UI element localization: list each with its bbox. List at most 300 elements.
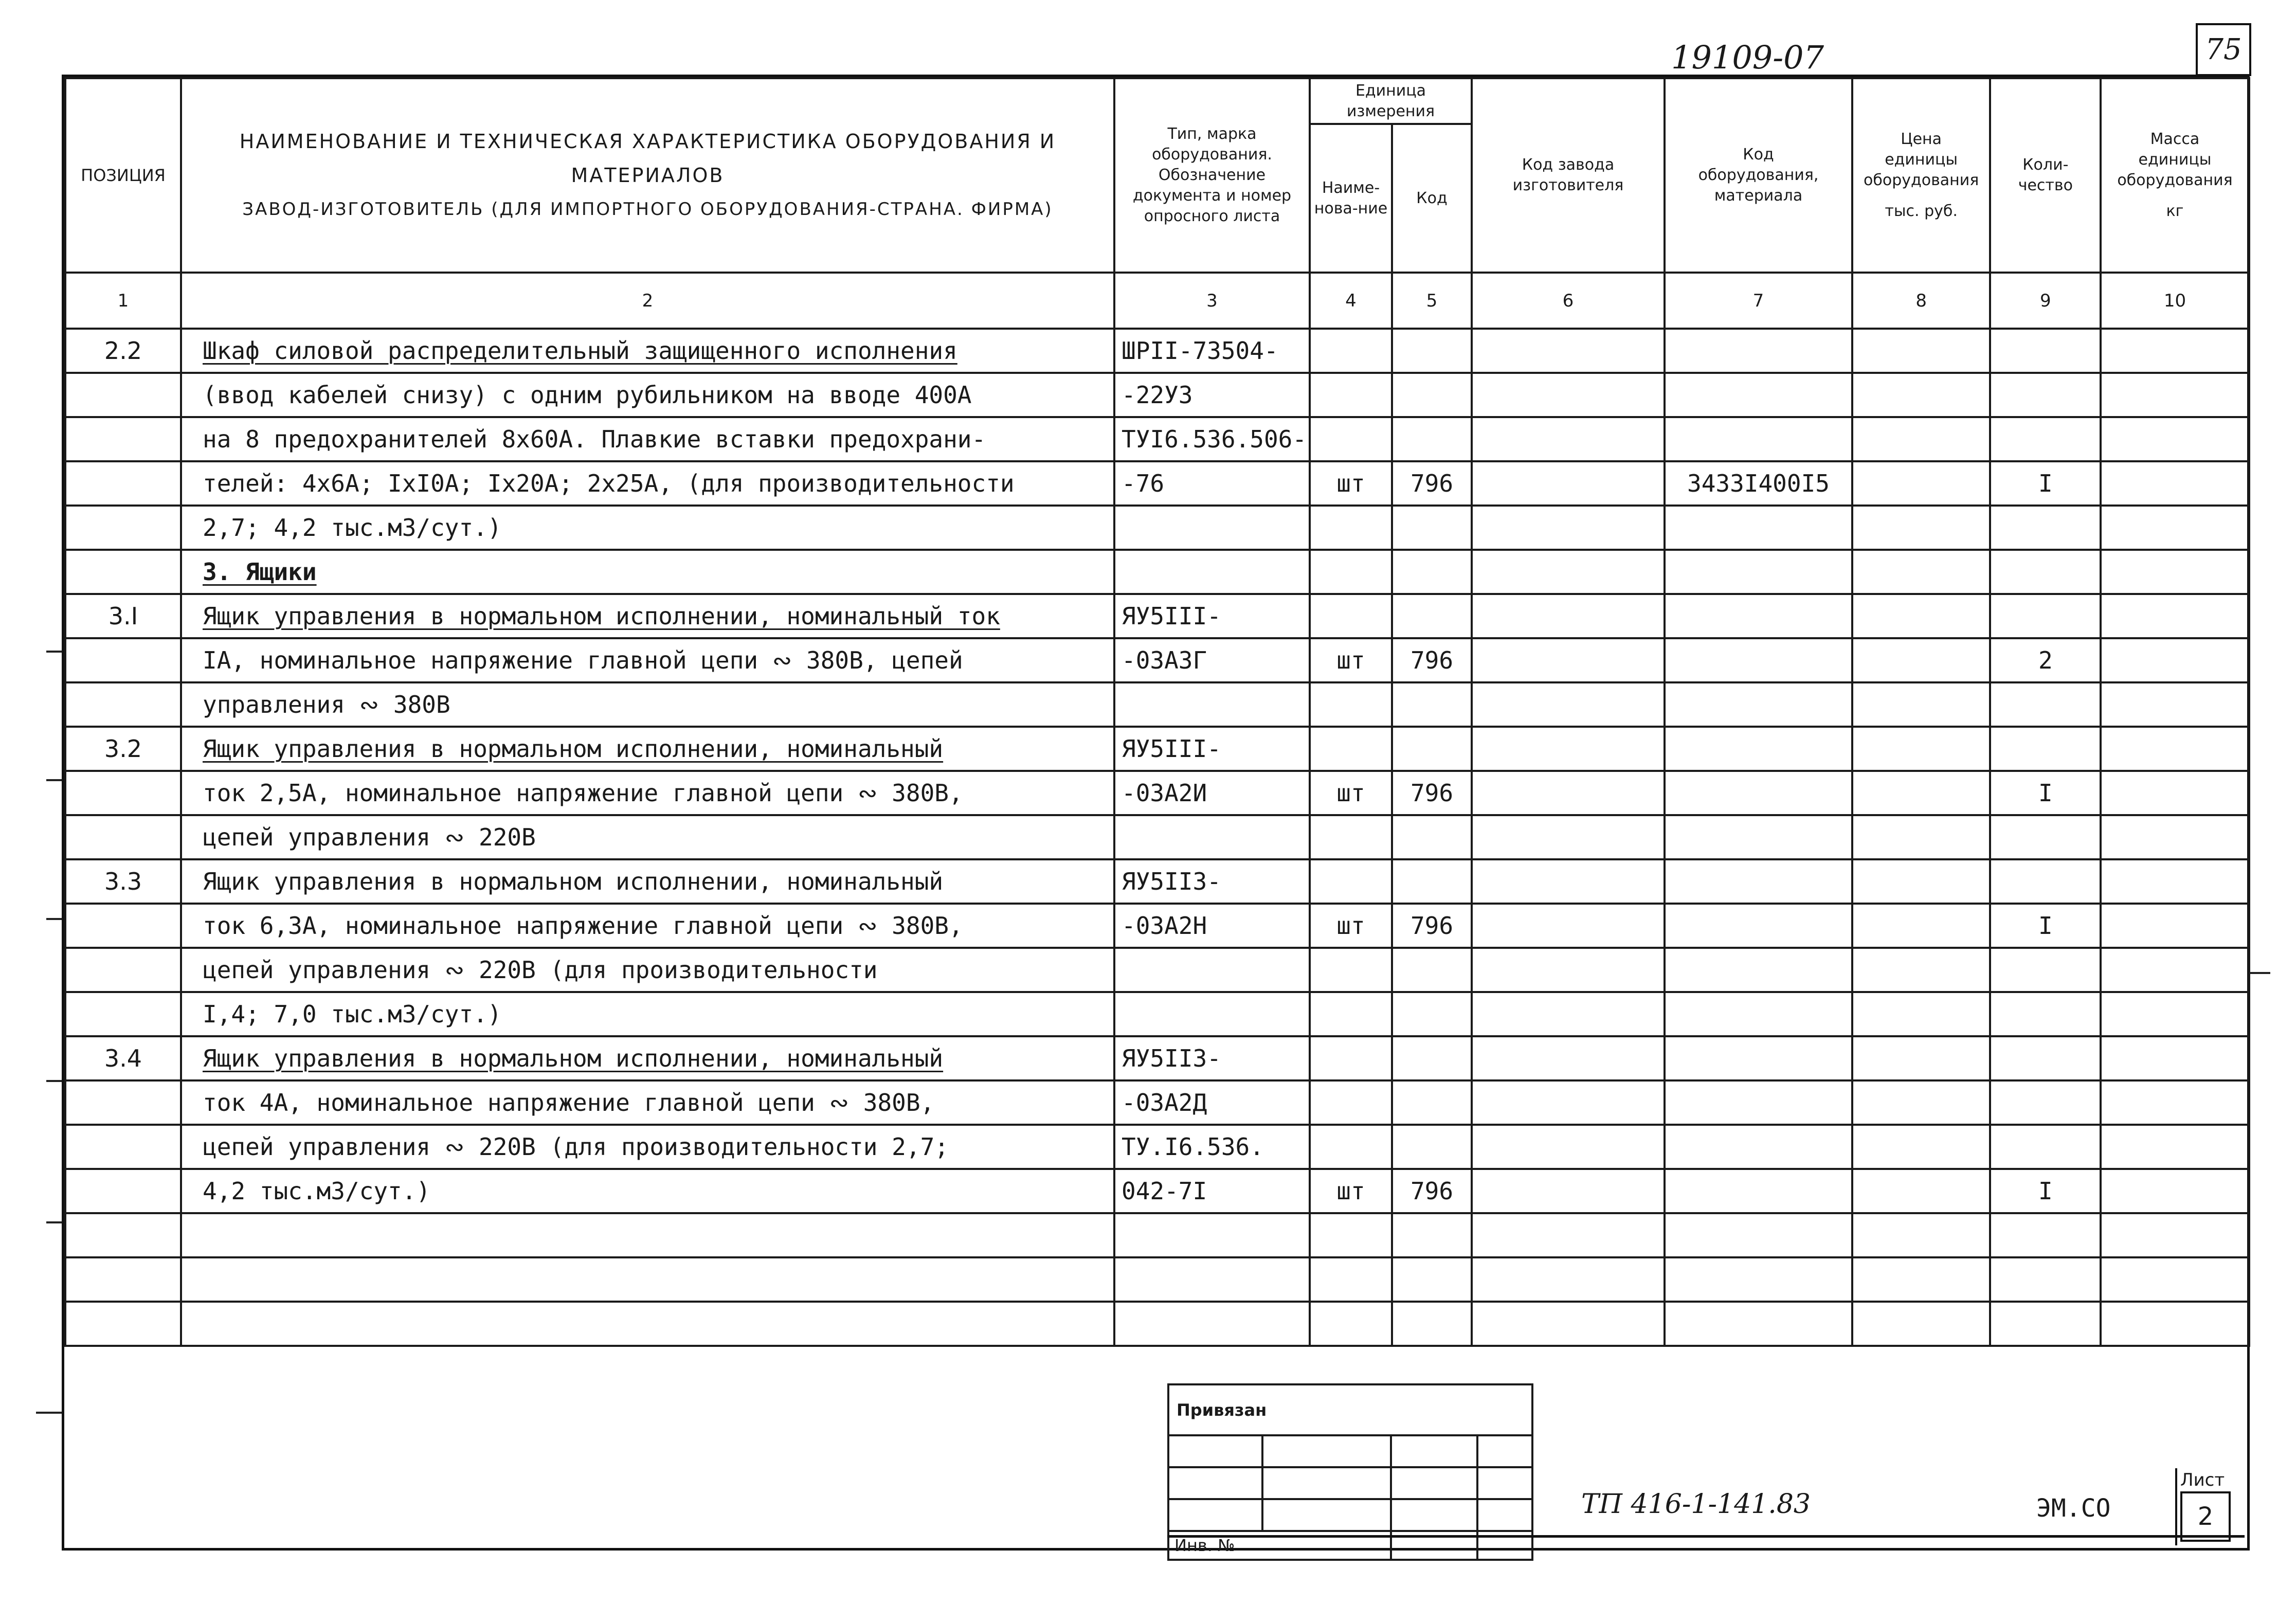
table-row: [65, 992, 2249, 1036]
row-unit-code: 796: [1392, 771, 1472, 815]
row-unit-name: [1310, 594, 1392, 638]
row-mass: [2101, 1125, 2249, 1169]
row-unit-name: [1310, 1302, 1392, 1346]
row-type-mark: ЯУ5II3-: [1114, 859, 1310, 904]
row-mass: [2101, 1169, 2249, 1213]
row-maker-code: [1472, 373, 1665, 417]
row-price: [1852, 1257, 1990, 1302]
row-unit-code: 796: [1392, 638, 1472, 682]
row-description: [181, 1257, 1114, 1302]
row-position: 2.2: [65, 329, 181, 373]
row-mass: [2101, 506, 2249, 550]
row-description: [181, 1213, 1114, 1257]
row-mass: [2101, 1302, 2249, 1346]
row-position: [65, 506, 181, 550]
row-position: [65, 1125, 181, 1169]
header-type-mark: Тип, марка оборудования. Обозначение документа и номер опросного листа: [1114, 78, 1310, 273]
table-row: [65, 417, 2249, 461]
row-position: 3.3: [65, 859, 181, 904]
header-position: ПОЗИЦИЯ: [65, 78, 181, 273]
row-maker-code: [1472, 594, 1665, 638]
row-maker-code: [1472, 859, 1665, 904]
table-row: [65, 373, 2249, 417]
edge-tick: [36, 1412, 62, 1414]
row-quantity: [1990, 550, 2101, 594]
row-description: цепей управления ∾ 220В (для производительности 2,7;: [181, 1125, 1114, 1169]
row-equipment-code: [1665, 1080, 1852, 1125]
table-row: [65, 1213, 2249, 1257]
row-equipment-code: [1665, 417, 1852, 461]
row-maker-code: [1472, 506, 1665, 550]
row-unit-name: [1310, 815, 1392, 859]
row-position: [65, 1213, 181, 1257]
row-description: [181, 1302, 1114, 1346]
row-quantity: [1990, 992, 2101, 1036]
stamp-table: [1167, 1383, 1533, 1561]
row-position: [65, 373, 181, 417]
row-price: [1852, 682, 1990, 727]
header-row: [65, 78, 2249, 124]
row-position: [65, 904, 181, 948]
row-type-mark: [1114, 550, 1310, 594]
row-position: [65, 1302, 181, 1346]
row-maker-code: [1472, 1036, 1665, 1080]
row-quantity: [1990, 373, 2101, 417]
row-description: Ящик управления в нормальном исполнении, номинальный ток: [181, 594, 1114, 638]
row-description: цепей управления ∾ 220В (для производительности: [181, 948, 1114, 992]
row-quantity: [1990, 727, 2101, 771]
row-price: [1852, 771, 1990, 815]
row-price: [1852, 859, 1990, 904]
row-unit-code: [1392, 1257, 1472, 1302]
row-type-mark: ЯУ5III-: [1114, 594, 1310, 638]
row-quantity: [1990, 948, 2101, 992]
row-price: [1852, 1080, 1990, 1125]
header-unit-code: Код: [1392, 124, 1472, 273]
row-price: [1852, 904, 1990, 948]
row-maker-code: [1472, 1169, 1665, 1213]
row-equipment-code: [1665, 904, 1852, 948]
title-block-line: [1167, 1535, 2245, 1538]
table-row: [65, 1125, 2249, 1169]
row-quantity: I: [1990, 771, 2101, 815]
row-maker-code: [1472, 682, 1665, 727]
row-mass: [2101, 1213, 2249, 1257]
row-unit-code: [1392, 1080, 1472, 1125]
row-maker-code: [1472, 948, 1665, 992]
table-row: [65, 1080, 2249, 1125]
table-row: [65, 461, 2249, 506]
row-quantity: [1990, 417, 2101, 461]
row-type-mark: [1114, 1257, 1310, 1302]
row-unit-name: [1310, 1213, 1392, 1257]
row-equipment-code: [1665, 1213, 1852, 1257]
row-unit-name: шт: [1310, 771, 1392, 815]
row-quantity: [1990, 594, 2101, 638]
row-equipment-code: [1665, 506, 1852, 550]
sheet-label: Лист: [2180, 1470, 2225, 1490]
drawing-code: ЭМ.СО: [2036, 1494, 2111, 1523]
table-row: [65, 727, 2249, 771]
row-unit-code: [1392, 1213, 1472, 1257]
sheet-number: 2: [2180, 1491, 2231, 1542]
row-description: управления ∾ 380В: [181, 682, 1114, 727]
row-price: [1852, 550, 1990, 594]
row-description: 2,7; 4,2 тыс.м3/сут.): [181, 506, 1114, 550]
row-equipment-code: [1665, 1257, 1852, 1302]
row-maker-code: [1472, 550, 1665, 594]
stamp-bound-label: Привязан: [1177, 1400, 1267, 1420]
row-maker-code: [1472, 638, 1665, 682]
row-maker-code: [1472, 1302, 1665, 1346]
row-maker-code: [1472, 992, 1665, 1036]
edge-tick: [2250, 972, 2270, 974]
col-number: 8: [1852, 273, 1990, 329]
row-mass: [2101, 550, 2249, 594]
row-type-mark: ШРII-73504-: [1114, 329, 1310, 373]
project-code-text: ТП 416-1-141.83: [1581, 1489, 1811, 1520]
row-unit-code: [1392, 506, 1472, 550]
row-description: 3. Ящики: [181, 550, 1114, 594]
row-type-mark: -76: [1114, 461, 1310, 506]
row-type-mark: [1114, 815, 1310, 859]
row-price: [1852, 506, 1990, 550]
row-quantity: I: [1990, 1169, 2101, 1213]
edge-tick: [46, 779, 62, 781]
row-unit-code: 796: [1392, 904, 1472, 948]
row-unit-code: [1392, 815, 1472, 859]
row-mass: [2101, 373, 2249, 417]
row-equipment-code: 3433I400I5: [1665, 461, 1852, 506]
row-price: [1852, 1302, 1990, 1346]
document-number: 19109-07: [1671, 39, 1824, 76]
row-maker-code: [1472, 815, 1665, 859]
row-quantity: [1990, 1036, 2101, 1080]
edge-tick: [46, 651, 62, 653]
row-mass: [2101, 992, 2249, 1036]
header-quantity: Коли-чество: [1990, 78, 2101, 273]
row-position: [65, 1257, 181, 1302]
row-equipment-code: [1665, 727, 1852, 771]
row-position: [65, 815, 181, 859]
table-row: [65, 1169, 2249, 1213]
table-row: [65, 948, 2249, 992]
col-number: 1: [65, 273, 181, 329]
row-unit-code: 796: [1392, 461, 1472, 506]
row-mass: [2101, 948, 2249, 992]
row-quantity: I: [1990, 461, 2101, 506]
row-type-mark: -03А2Н: [1114, 904, 1310, 948]
edge-tick: [46, 918, 62, 920]
row-position: [65, 1080, 181, 1125]
row-unit-name: [1310, 1125, 1392, 1169]
row-mass: [2101, 771, 2249, 815]
row-equipment-code: [1665, 550, 1852, 594]
row-position: [65, 461, 181, 506]
row-quantity: [1990, 859, 2101, 904]
table-row: [65, 638, 2249, 682]
row-maker-code: [1472, 727, 1665, 771]
row-position: 3.2: [65, 727, 181, 771]
row-equipment-code: [1665, 638, 1852, 682]
row-unit-code: [1392, 859, 1472, 904]
table-row: [65, 594, 2249, 638]
row-mass: [2101, 1036, 2249, 1080]
row-equipment-code: [1665, 859, 1852, 904]
header-unit-name: Наиме-нова-ние: [1310, 124, 1392, 273]
row-mass: [2101, 682, 2249, 727]
row-type-mark: -03А2Д: [1114, 1080, 1310, 1125]
col-number: 5: [1392, 273, 1472, 329]
row-type-mark: ЯУ5II3-: [1114, 1036, 1310, 1080]
table-row: [65, 815, 2249, 859]
row-price: [1852, 373, 1990, 417]
row-description: ток 2,5А, номинальное напряжение главной цепи ∾ 380В,: [181, 771, 1114, 815]
row-description: IА, номинальное напряжение главной цепи ∾ 380В, цепей: [181, 638, 1114, 682]
row-price: [1852, 1213, 1990, 1257]
col-number: 9: [1990, 273, 2101, 329]
header-name-line1: НАИМЕНОВАНИЕ И ТЕХНИЧЕСКАЯ ХАРАКТЕРИСТИКА ОБОРУДОВАНИЯ И: [239, 130, 1056, 153]
row-description: Ящик управления в нормальном исполнении, номинальный: [181, 859, 1114, 904]
row-description: ток 6,3А, номинальное напряжение главной цепи ∾ 380В,: [181, 904, 1114, 948]
row-type-mark: [1114, 682, 1310, 727]
row-position: [65, 682, 181, 727]
header-name-line3: ЗАВОД-ИЗГОТОВИТЕЛЬ (ДЛЯ ИМПОРТНОГО ОБОРУДОВАНИЯ-СТРАНА. ФИРМА): [242, 199, 1053, 220]
col-number: 7: [1665, 273, 1852, 329]
row-unit-code: [1392, 992, 1472, 1036]
row-quantity: [1990, 506, 2101, 550]
row-unit-code: [1392, 727, 1472, 771]
row-quantity: I: [1990, 904, 2101, 948]
row-unit-code: 796: [1392, 1169, 1472, 1213]
row-position: [65, 550, 181, 594]
table-row: [65, 550, 2249, 594]
row-unit-code: [1392, 550, 1472, 594]
row-description: I,4; 7,0 тыс.м3/сут.): [181, 992, 1114, 1036]
header-name: [181, 78, 1114, 273]
row-type-mark: [1114, 1302, 1310, 1346]
row-equipment-code: [1665, 1125, 1852, 1169]
row-equipment-code: [1665, 771, 1852, 815]
edge-tick: [46, 1221, 62, 1223]
row-unit-name: шт: [1310, 904, 1392, 948]
row-position: [65, 948, 181, 992]
row-unit-code: [1392, 594, 1472, 638]
row-price: [1852, 948, 1990, 992]
row-unit-name: [1310, 1080, 1392, 1125]
row-unit-name: [1310, 1257, 1392, 1302]
stamp-inv-label: Инв. №: [1174, 1536, 1235, 1555]
row-maker-code: [1472, 1257, 1665, 1302]
row-quantity: [1990, 1213, 2101, 1257]
row-description: Ящик управления в нормальном исполнении, номинальный: [181, 1036, 1114, 1080]
row-mass: [2101, 859, 2249, 904]
row-price: [1852, 638, 1990, 682]
row-unit-code: [1392, 1036, 1472, 1080]
header-price-label: Цена единицы оборудования: [1864, 130, 1979, 189]
row-equipment-code: [1665, 682, 1852, 727]
row-quantity: [1990, 1302, 2101, 1346]
table-row: [65, 329, 2249, 373]
row-type-mark: -03А3Г: [1114, 638, 1310, 682]
row-price: [1852, 1169, 1990, 1213]
row-mass: [2101, 727, 2249, 771]
row-price: [1852, 727, 1990, 771]
row-price: [1852, 815, 1990, 859]
header-equipment-code: Код оборудования, материала: [1665, 78, 1852, 273]
col-number: 6: [1472, 273, 1665, 329]
row-maker-code: [1472, 1213, 1665, 1257]
header-price-unit: тыс. руб.: [1885, 202, 1958, 220]
row-equipment-code: [1665, 1036, 1852, 1080]
row-unit-name: [1310, 682, 1392, 727]
row-unit-name: шт: [1310, 638, 1392, 682]
equipment-specification-table: [64, 77, 2250, 1347]
table-row: [65, 682, 2249, 727]
header-mass: [2101, 78, 2249, 273]
row-unit-code: [1392, 329, 1472, 373]
row-unit-code: [1392, 417, 1472, 461]
row-mass: [2101, 461, 2249, 506]
row-position: [65, 417, 181, 461]
header-name-line2: МАТЕРИАЛОВ: [571, 164, 725, 187]
row-mass: [2101, 329, 2249, 373]
row-maker-code: [1472, 1125, 1665, 1169]
row-quantity: [1990, 1080, 2101, 1125]
row-unit-name: [1310, 1036, 1392, 1080]
table-row: [65, 1257, 2249, 1302]
row-equipment-code: [1665, 1302, 1852, 1346]
row-equipment-code: [1665, 594, 1852, 638]
row-maker-code: [1472, 329, 1665, 373]
row-description: (ввод кабелей снизу) с одним рубильником на вводе 400А: [181, 373, 1114, 417]
row-description: цепей управления ∾ 220В: [181, 815, 1114, 859]
header-unit: Единица измерения: [1310, 78, 1472, 124]
row-type-mark: ЯУ5III-: [1114, 727, 1310, 771]
row-position: 3.4: [65, 1036, 181, 1080]
col-number: 10: [2101, 273, 2249, 329]
row-position: [65, 992, 181, 1036]
row-unit-name: шт: [1310, 461, 1392, 506]
row-unit-name: [1310, 992, 1392, 1036]
header-mass-label: Масса единицы оборудования: [2117, 130, 2233, 189]
row-equipment-code: [1665, 948, 1852, 992]
row-maker-code: [1472, 771, 1665, 815]
row-unit-name: [1310, 859, 1392, 904]
row-unit-name: [1310, 417, 1392, 461]
page-mark: 75: [2196, 23, 2251, 76]
row-unit-code: [1392, 1125, 1472, 1169]
row-price: [1852, 992, 1990, 1036]
row-unit-name: [1310, 329, 1392, 373]
col-number: 2: [181, 273, 1114, 329]
row-price: [1852, 1125, 1990, 1169]
row-unit-name: [1310, 550, 1392, 594]
row-unit-code: [1392, 682, 1472, 727]
row-unit-code: [1392, 373, 1472, 417]
row-maker-code: [1472, 417, 1665, 461]
row-type-mark: -03А2И: [1114, 771, 1310, 815]
row-position: [65, 1169, 181, 1213]
column-numbers-row: [65, 273, 2249, 329]
row-type-mark: -22У3: [1114, 373, 1310, 417]
row-price: [1852, 594, 1990, 638]
row-mass: [2101, 417, 2249, 461]
row-mass: [2101, 1257, 2249, 1302]
row-description: Шкаф силовой распределительный защищенного исполнения: [181, 329, 1114, 373]
row-equipment-code: [1665, 329, 1852, 373]
row-mass: [2101, 1080, 2249, 1125]
table-row: [65, 904, 2249, 948]
binding-stamp: [1167, 1383, 1533, 1561]
row-unit-code: [1392, 948, 1472, 992]
row-equipment-code: [1665, 992, 1852, 1036]
table-row: [65, 1036, 2249, 1080]
col-number: 3: [1114, 273, 1310, 329]
project-code: [1581, 1489, 1811, 1520]
row-equipment-code: [1665, 1169, 1852, 1213]
col-number: 4: [1310, 273, 1392, 329]
stamp-bound: [1168, 1384, 1532, 1435]
table-row: [65, 771, 2249, 815]
row-position: [65, 771, 181, 815]
row-equipment-code: [1665, 373, 1852, 417]
row-type-mark: 042-7I: [1114, 1169, 1310, 1213]
header-maker-code: Код завода изготовителя: [1472, 78, 1665, 273]
row-quantity: [1990, 1257, 2101, 1302]
row-mass: [2101, 638, 2249, 682]
row-position: [65, 638, 181, 682]
row-description: на 8 предохранителей 8х60А. Плавкие вставки предохрани-: [181, 417, 1114, 461]
row-unit-code: [1392, 1302, 1472, 1346]
row-quantity: [1990, 682, 2101, 727]
header-price: [1852, 78, 1990, 273]
row-mass: [2101, 904, 2249, 948]
row-equipment-code: [1665, 815, 1852, 859]
edge-tick: [46, 1080, 62, 1082]
row-quantity: [1990, 815, 2101, 859]
row-unit-name: [1310, 373, 1392, 417]
row-description: ток 4А, номинальное напряжение главной цепи ∾ 380В,: [181, 1080, 1114, 1125]
row-unit-name: [1310, 727, 1392, 771]
row-type-mark: ТУ.I6.536.: [1114, 1125, 1310, 1169]
row-maker-code: [1472, 1080, 1665, 1125]
row-unit-name: [1310, 948, 1392, 992]
row-price: [1852, 461, 1990, 506]
row-type-mark: ТУI6.536.506-: [1114, 417, 1310, 461]
row-unit-name: [1310, 506, 1392, 550]
row-mass: [2101, 815, 2249, 859]
table-body: [65, 329, 2249, 1346]
row-unit-name: шт: [1310, 1169, 1392, 1213]
row-price: [1852, 1036, 1990, 1080]
row-mass: [2101, 594, 2249, 638]
row-type-mark: [1114, 948, 1310, 992]
row-description: Ящик управления в нормальном исполнении, номинальный: [181, 727, 1114, 771]
row-quantity: [1990, 329, 2101, 373]
row-type-mark: [1114, 992, 1310, 1036]
table-row: [65, 1302, 2249, 1346]
row-quantity: [1990, 1125, 2101, 1169]
row-position: 3.I: [65, 594, 181, 638]
table-row: [65, 859, 2249, 904]
row-maker-code: [1472, 904, 1665, 948]
row-price: [1852, 329, 1990, 373]
header-mass-unit: кг: [2166, 202, 2184, 220]
row-price: [1852, 417, 1990, 461]
table-row: [65, 506, 2249, 550]
row-quantity: 2: [1990, 638, 2101, 682]
